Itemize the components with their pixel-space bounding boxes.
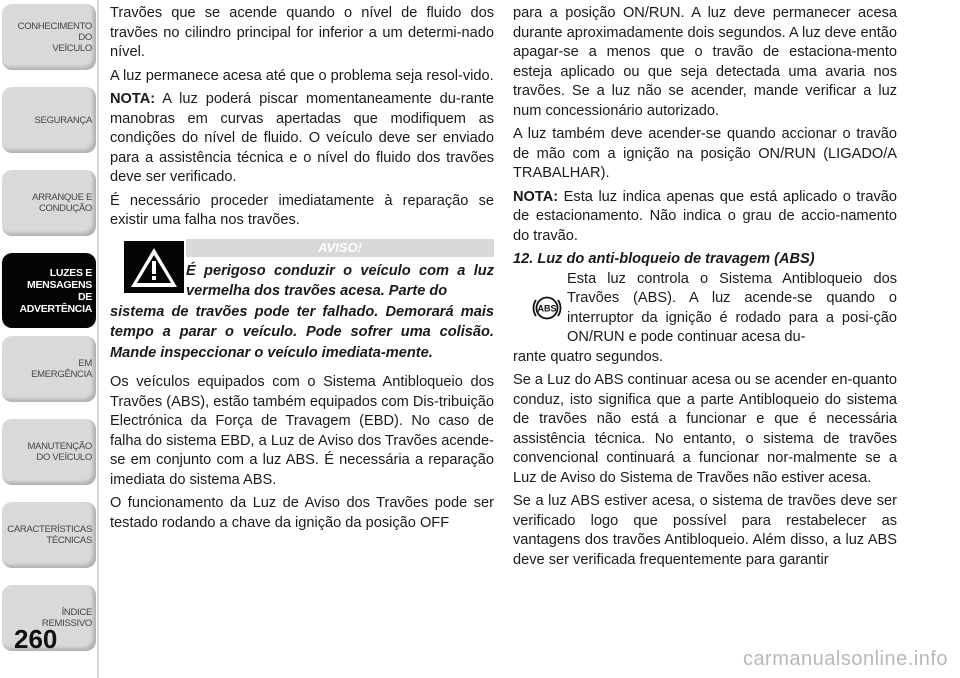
- paragraph: para a posição ON/RUN. A luz deve permanecer acesa durante aproximadamente dois segundos. A luz deve então apagar-se a menos que o travão de estaciona-mento esteja aplicado ou que seja detectada uma avaria nos travões. Se a luz não se acender, mande verificar a luz num concessionário autorizado.: [513, 5, 897, 119]
- chapter-tab-label: ARRANQUE E: [32, 192, 92, 203]
- chapter-tab-label: CONHECIMENTO: [17, 20, 92, 32]
- paragraph: rante quatro segundos.: [513, 348, 664, 365]
- chapter-tab-label: CARACTERÍSTICAS: [7, 524, 92, 535]
- warning-triangle-icon: [124, 241, 184, 293]
- chapter-tab[interactable]: [2, 87, 96, 153]
- note-label: NOTA:: [110, 91, 156, 107]
- sidebar-divider: [97, 0, 99, 678]
- chapter-tab-label: DO VEÍCULO: [36, 452, 92, 463]
- paragraph: É necessário proceder imediatamente à reparação se existir uma falha nos travões.: [110, 192, 494, 228]
- abs-warning-icon: [531, 292, 563, 324]
- warning-title: AVISO!: [186, 239, 494, 257]
- note-label: NOTA:: [513, 188, 559, 205]
- chapter-tab-label: REMISSIVO: [41, 618, 92, 629]
- abs-icon-label: ABS: [537, 303, 557, 313]
- chapter-tab-label: VEÍCULO: [52, 42, 92, 54]
- chapter-tab-label: EMERGÊNCIA: [31, 369, 92, 380]
- chapter-tab-label: CONDUÇÃO: [38, 203, 92, 214]
- note-text: A luz poderá piscar momentaneamente du-rante manobras em curvas apertadas que modifiquem as condições do nível de fluido. O veículo deve ser enviado para a assistência técnica e o nível do fluido dos travões deve ser verificado.: [110, 91, 494, 185]
- warning-box: [110, 239, 494, 364]
- chapter-tab-label: SEGURANÇA: [34, 114, 92, 126]
- chapter-tab-label: ADVERTÊNCIA: [19, 302, 92, 315]
- paragraph: O funcionamento da Luz de Aviso dos Travões pode ser testado rodando a chave da ignição da posição OFF: [110, 495, 494, 531]
- paragraph: A luz também deve acender-se quando accionar o travão de mão com a ignição na posição ON/RUN (LIGADO/A TRABALHAR).: [513, 126, 897, 181]
- chapter-tab[interactable]: [2, 4, 96, 70]
- abs-paragraph: Esta luz controla o Sistema Antibloqueio dos Travões (ABS). A luz acende-se quando o interruptor da ignição é rodado para a posi-ção ON/RUN e pode continuar acesa du-: [567, 270, 897, 345]
- page-number: 260: [14, 624, 58, 654]
- paragraph: A luz permanece acesa até que o problema seja resol-vido.: [110, 67, 494, 84]
- section-heading: 12. Luz do anti-bloqueio de travagem (ABS): [513, 251, 815, 267]
- left-column: [110, 4, 494, 537]
- chapter-tab[interactable]: [2, 170, 96, 236]
- note-paragraph: [513, 188, 897, 247]
- chapter-tab-label: TÉCNICAS: [46, 535, 92, 546]
- chapter-tab[interactable]: [2, 502, 96, 568]
- chapter-sidebar: [0, 0, 100, 678]
- note-text: Esta luz indica apenas que está aplicado o travão de estacionamento. Não indica o grau de accio-namento do travão.: [513, 188, 897, 244]
- chapter-tab-label: EM: [78, 358, 92, 369]
- chapter-tab[interactable]: [2, 336, 96, 402]
- paragraph: Travões que se acende quando o nível de fluido dos travões no cilindro principal for inferior a um determi-nado nível.: [110, 5, 494, 60]
- chapter-tab-label: MENSAGENS: [27, 278, 92, 291]
- chapter-tab-label: MANUTENÇÃO: [27, 441, 92, 452]
- chapter-tab-label: LUZES E: [49, 266, 92, 279]
- chapter-tab-label: DO: [78, 31, 92, 43]
- paragraph: Se a luz ABS estiver acesa, o sistema de travões deve ser verificado logo que possível para restabelecer as vantagens dos travões Antibloqueio. Além disso, a luz ABS deve ser verificada frequentemente para garantir: [513, 493, 897, 568]
- watermark: carmanualsonline.info: [742, 648, 948, 670]
- warning-text-rest: sistema de travões pode ter falhado. Demorará mais tempo a parar o veículo. Pode sofrer uma colisão. Mande inspeccionar o veículo imediata-mente.: [110, 303, 494, 361]
- note-paragraph: [110, 90, 494, 188]
- warning-text-first: É perigoso conduzir o veículo com a luz vermelha dos travões acesa. Parte do: [186, 262, 494, 299]
- chapter-tab[interactable]: [2, 253, 96, 328]
- chapter-tab[interactable]: [2, 419, 96, 485]
- right-column: [513, 4, 897, 574]
- chapter-tab-label: ÍNDICE: [61, 607, 92, 618]
- paragraph: Se a Luz do ABS continuar acesa ou se acender en-quanto conduz, isto significa que a parte Antibloqueio do sistema de travões não está a funcionar e que é necessária assistência técnica. No entanto, o sistema de travões convencional continuará a funcionar nor-malmente se a Luz de Aviso do Sistema de Travões não estiver acesa.: [513, 372, 897, 486]
- paragraph: Os veículos equipados com o Sistema Antibloqueio dos Travões (ABS), estão também equipados com Dis-tribuição Electrónica da Força de Travagem (EBD). No caso de falha do sistema EBD, a Luz de Aviso dos Travões acende-se em conjunto com a luz ABS. É necessária a reparação imediata do sistema ABS.: [110, 374, 494, 488]
- abs-section: [513, 270, 897, 348]
- chapter-tab-label: DE: [78, 290, 92, 303]
